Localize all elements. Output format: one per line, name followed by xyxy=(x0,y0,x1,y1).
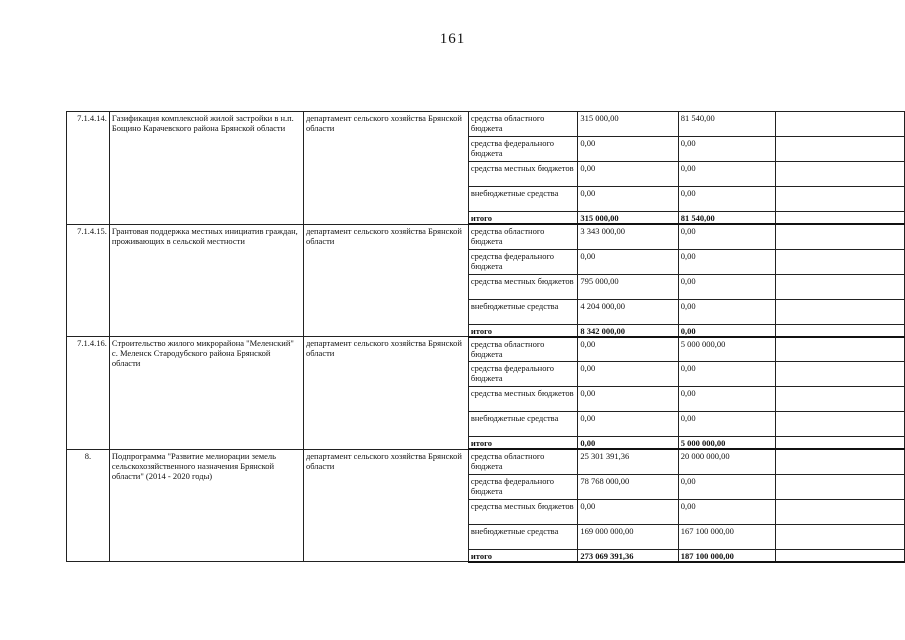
funding-source: внебюджетные средства xyxy=(468,412,578,437)
amount-column-2: 0,00 xyxy=(678,162,775,187)
amount-column-2: 20 000 000,00 xyxy=(678,449,775,474)
amount-column-3 xyxy=(776,449,905,474)
funding-source: итого xyxy=(468,549,578,562)
section-number: 7.1.4.15. xyxy=(67,224,110,337)
amount-column-1: 3 343 000,00 xyxy=(578,224,678,249)
amount-column-3 xyxy=(776,162,905,187)
amount-column-2: 0,00 xyxy=(678,224,775,249)
amount-column-1: 4 204 000,00 xyxy=(578,299,678,324)
funding-source: средства областного бюджета xyxy=(468,449,578,474)
amount-column-2: 81 540,00 xyxy=(678,212,775,225)
amount-column-1: 0,00 xyxy=(578,187,678,212)
funding-source: средства областного бюджета xyxy=(468,224,578,249)
amount-column-3 xyxy=(776,112,905,137)
amount-column-3 xyxy=(776,212,905,225)
amount-column-2: 5 000 000,00 xyxy=(678,337,775,362)
section-department: департамент сельского хозяйства Брянской области xyxy=(303,449,468,562)
amount-column-3 xyxy=(776,412,905,437)
section-department: департамент сельского хозяйства Брянской области xyxy=(303,112,468,225)
table-row xyxy=(67,449,905,474)
funding-source: средства местных бюджетов xyxy=(468,162,578,187)
amount-column-1: 315 000,00 xyxy=(578,212,678,225)
funding-source: итого xyxy=(468,324,578,337)
funding-source: средства федерального бюджета xyxy=(468,249,578,274)
funding-source: средства федерального бюджета xyxy=(468,474,578,499)
amount-column-2: 0,00 xyxy=(678,499,775,524)
section-number: 7.1.4.14. xyxy=(67,112,110,225)
amount-column-3 xyxy=(776,274,905,299)
funding-source: внебюджетные средства xyxy=(468,524,578,549)
section-name: Грантовая поддержка местных инициатив граждан, проживающих в сельской местности xyxy=(109,224,303,337)
amount-column-1: 25 301 391,36 xyxy=(578,449,678,474)
section-number: 7.1.4.16. xyxy=(67,337,110,450)
amount-column-3 xyxy=(776,437,905,450)
amount-column-2: 0,00 xyxy=(678,412,775,437)
amount-column-2: 0,00 xyxy=(678,324,775,337)
amount-column-1: 273 069 391,36 xyxy=(578,549,678,562)
page-number: 161 xyxy=(439,31,466,47)
amount-column-3 xyxy=(776,324,905,337)
amount-column-3 xyxy=(776,299,905,324)
amount-column-1: 0,00 xyxy=(578,137,678,162)
amount-column-3 xyxy=(776,387,905,412)
amount-column-3 xyxy=(776,337,905,362)
amount-column-2: 0,00 xyxy=(678,474,775,499)
table-row xyxy=(67,337,905,362)
amount-column-1: 0,00 xyxy=(578,437,678,450)
amount-column-1: 8 342 000,00 xyxy=(578,324,678,337)
amount-column-2: 167 100 000,00 xyxy=(678,524,775,549)
amount-column-3 xyxy=(776,474,905,499)
amount-column-3 xyxy=(776,549,905,562)
table-row xyxy=(67,112,905,137)
amount-column-2: 0,00 xyxy=(678,299,775,324)
amount-column-2: 0,00 xyxy=(678,387,775,412)
section-number: 8. xyxy=(67,449,110,562)
amount-column-1: 0,00 xyxy=(578,362,678,387)
funding-source: средства федерального бюджета xyxy=(468,137,578,162)
amount-column-2: 5 000 000,00 xyxy=(678,437,775,450)
budget-table xyxy=(66,111,905,563)
amount-column-3 xyxy=(776,224,905,249)
amount-column-2: 0,00 xyxy=(678,249,775,274)
amount-column-1: 0,00 xyxy=(578,387,678,412)
funding-source: средства местных бюджетов xyxy=(468,387,578,412)
funding-source: итого xyxy=(468,212,578,225)
funding-source: итого xyxy=(468,437,578,450)
amount-column-1: 0,00 xyxy=(578,337,678,362)
amount-column-2: 81 540,00 xyxy=(678,112,775,137)
amount-column-2: 0,00 xyxy=(678,187,775,212)
amount-column-3 xyxy=(776,249,905,274)
amount-column-1: 169 000 000,00 xyxy=(578,524,678,549)
funding-source: средства областного бюджета xyxy=(468,337,578,362)
amount-column-3 xyxy=(776,187,905,212)
funding-source: средства местных бюджетов xyxy=(468,274,578,299)
amount-column-1: 0,00 xyxy=(578,412,678,437)
amount-column-1: 315 000,00 xyxy=(578,112,678,137)
amount-column-2: 0,00 xyxy=(678,362,775,387)
funding-source: средства федерального бюджета xyxy=(468,362,578,387)
amount-column-1: 0,00 xyxy=(578,499,678,524)
section-name: Газификация комплексной жилой застройки в н.п. Бощино Карачевского района Брянской области xyxy=(109,112,303,225)
funding-source: внебюджетные средства xyxy=(468,187,578,212)
funding-source: внебюджетные средства xyxy=(468,299,578,324)
funding-source: средства областного бюджета xyxy=(468,112,578,137)
amount-column-3 xyxy=(776,524,905,549)
section-name: Подпрограмма "Развитие мелиорации земель сельскохозяйственного назначения Брянской области" (2014 - 2020 годы) xyxy=(109,449,303,562)
funding-source: средства местных бюджетов xyxy=(468,499,578,524)
amount-column-2: 0,00 xyxy=(678,137,775,162)
amount-column-3 xyxy=(776,362,905,387)
amount-column-1: 0,00 xyxy=(578,249,678,274)
section-department: департамент сельского хозяйства Брянской области xyxy=(303,224,468,337)
amount-column-3 xyxy=(776,499,905,524)
amount-column-3 xyxy=(776,137,905,162)
amount-column-1: 0,00 xyxy=(578,162,678,187)
table-row xyxy=(67,224,905,249)
amount-column-2: 187 100 000,00 xyxy=(678,549,775,562)
amount-column-1: 78 768 000,00 xyxy=(578,474,678,499)
amount-column-2: 0,00 xyxy=(678,274,775,299)
section-name: Строительство жилого микрорайона "Меленский" с. Меленск Стародубского района Брянской области xyxy=(109,337,303,450)
section-department: департамент сельского хозяйства Брянской области xyxy=(303,337,468,450)
amount-column-1: 795 000,00 xyxy=(578,274,678,299)
